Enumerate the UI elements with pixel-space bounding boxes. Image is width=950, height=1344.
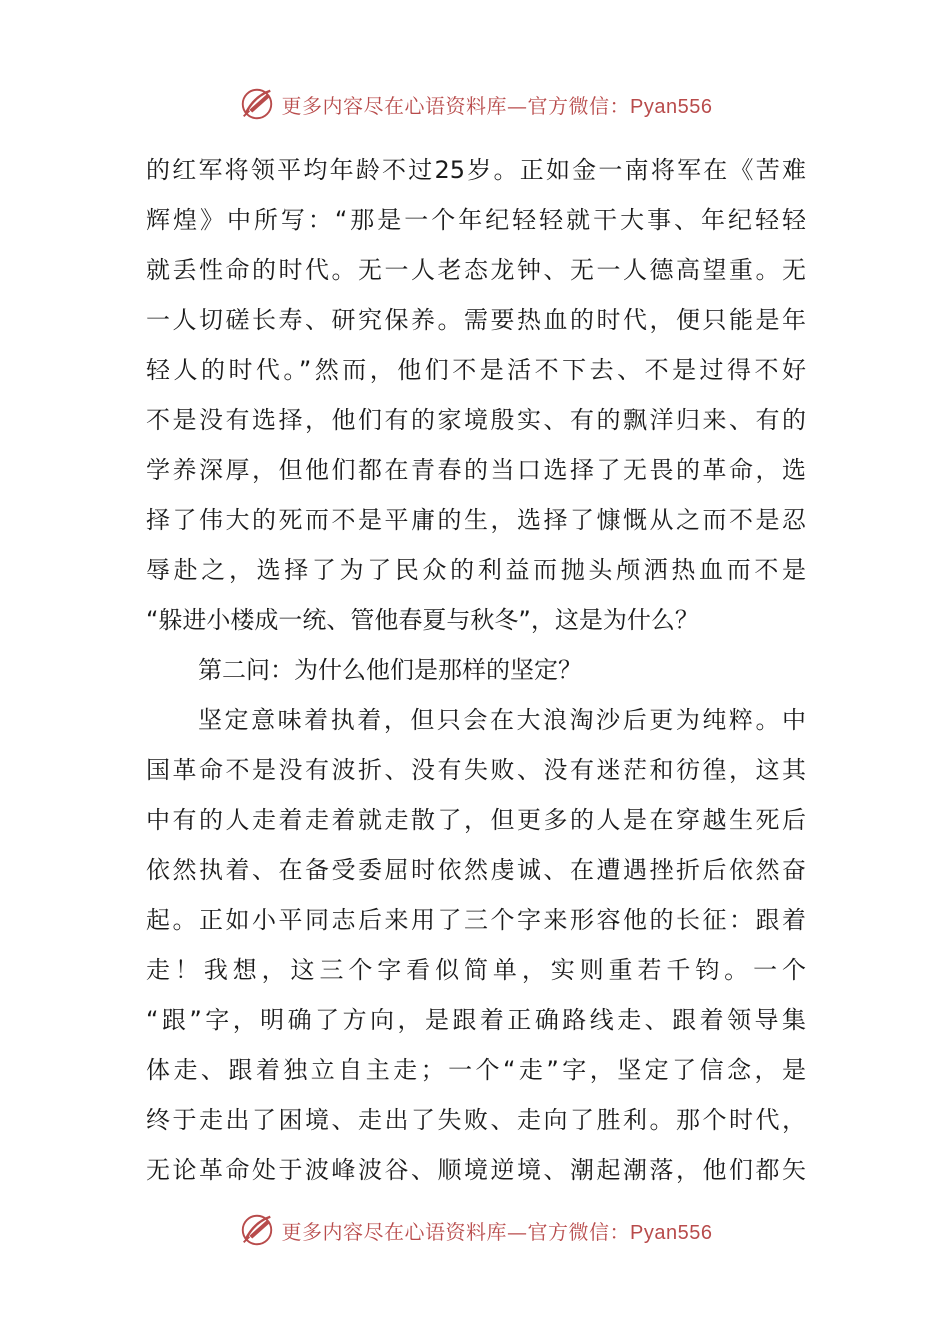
text-line: 择了伟大的死而不是平庸的生，选择了慷慨从之而不是忍 <box>146 506 806 534</box>
text-line: 体走、跟着独立自主走；一个“走”字，坚定了信念，是 <box>146 1056 806 1084</box>
text-line: 学养深厚，但他们都在青春的当口选择了无畏的革命，选 <box>146 456 806 484</box>
text-line: 依然执着、在备受委屈时依然虔诚、在遭遇挫折后依然奋 <box>146 856 806 884</box>
text-line: 国革命不是没有波折、没有失败、没有迷茫和彷徨，这其 <box>146 756 806 784</box>
text-line: 起。正如小平同志后来用了三个字来形容他的长征：跟着 <box>146 906 806 934</box>
pen-seal-icon <box>238 85 276 123</box>
footer-banner <box>0 1208 950 1252</box>
document-body <box>146 145 806 1195</box>
text-line: 辉煌》中所写：“那是一个年纪轻轻就干大事、年纪轻轻 <box>146 206 806 234</box>
text-line: 一人切磋长寿、研究保养。需要热血的时代，便只能是年 <box>146 306 806 334</box>
text-line: 辱赴之，选择了为了民众的利益而抛头颅洒热血而不是 <box>146 556 806 584</box>
text-line: 不是没有选择，他们有的家境殷实、有的飘洋归来、有的 <box>146 406 806 434</box>
footer-banner-text: 更多内容尽在心语资料库—官方微信：Pyan556 <box>281 1219 713 1244</box>
text-line: 的红军将领平均年龄不过25岁。正如金一南将军在《苦难 <box>146 156 806 184</box>
header-banner-text: 更多内容尽在心语资料库—官方微信：Pyan556 <box>281 93 713 118</box>
text-line: 走！我想，这三个字看似简单，实则重若千钧。一个 <box>146 956 806 984</box>
text-line: 无论革命处于波峰波谷、顺境逆境、潮起潮落，他们都矢 <box>146 1156 806 1184</box>
text-line: 中有的人走着走着就走散了，但更多的人是在穿越生死后 <box>146 806 806 834</box>
text-line: “躲进小楼成一统、管他春夏与秋冬”，这是为什么？ <box>146 606 699 634</box>
text-line: 坚定意味着执着，但只会在大浪淘沙后更为纯粹。中 <box>198 706 806 734</box>
header-banner <box>0 82 950 126</box>
text-line: 轻人的时代。”然而，他们不是活不下去、不是过得不好 <box>146 356 806 384</box>
pen-seal-icon <box>238 1211 276 1249</box>
text-line: 终于走出了困境、走出了失败、走向了胜利。那个时代， <box>146 1106 806 1134</box>
text-line: “跟”字，明确了方向，是跟着正确路线走、跟着领导集 <box>146 1006 806 1034</box>
section-heading: 第二问：为什么他们是那样的坚定？ <box>198 656 582 684</box>
text-line: 就丢性命的时代。无一人老态龙钟、无一人德高望重。无 <box>146 256 806 284</box>
